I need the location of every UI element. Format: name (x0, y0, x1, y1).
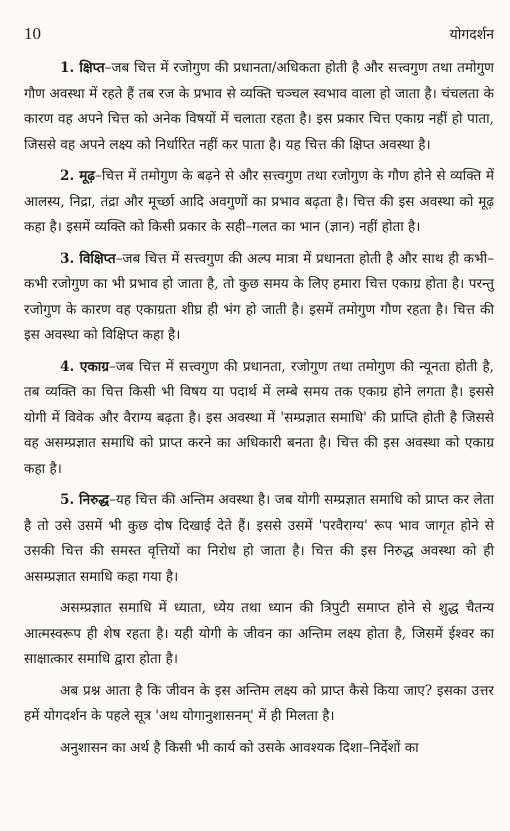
paragraph-ekagra (24, 355, 494, 483)
paragraph-text: अब प्रश्न आता है कि जीवन के इस अन्तिम लक्ष्य को प्राप्त कैसे किया जाए? इसका उत्तर हमें योगदर्शन के पहले सूत्र 'अथ योगानुशासनम्' में ही मिलता है। (24, 682, 494, 724)
term-heading: 2. मूढ़ (60, 168, 96, 184)
term-heading: 4. एकाग्र (60, 358, 109, 375)
paragraph-text: –जब चित्त में सत्त्वगुण की प्रधानता, रजोगुण तथा तमोगुण की न्यूनता होती है, तब व्यक्ति का चित्त किसी भी विषय या पदार्थ में लम्बे समय तक एकाग्र होने लगता है। इससे योगी में विवेक और वैराग्य बढ़ता है। इस अवस्था में 'सम्प्रज्ञात समाधि' की प्राप्ति होती है जिससे वह असम्प्रज्ञात समाधि को प्राप्त करने का अधिकारी बनता है। चित्त की इस अवस्था को एकाग्र कहा है। (24, 358, 494, 477)
page-header (24, 24, 494, 44)
paragraph-text: –यह चित्त की अन्तिम अवस्था है। जब योगी सम्प्रज्ञात समाधि को प्राप्त कर लेता है तो उसे उसमें भी कुछ दोष दिखाई देते हैं। इससे उसमें 'परवैराग्य' रूप भाव जागृत होने से उसकी चित्त की समस्त वृत्तियों का निरोध हो जाता है। चित्त की इस निरुद्ध अवस्था को ही असम्प्रज्ञात समाधि कहा गया है। (24, 492, 494, 585)
paragraph-text: असम्प्रज्ञात समाधि में ध्याता, ध्येय तथा ध्यान की त्रिपुटी समाप्त होने से शुद्ध चैतन्य आत्मस्वरूप ही शेष रहता है। यही योगी के जीवन का अन्तिम लक्ष्य होता है, जिसमें ईश्वर का साक्षात्कार समाधि द्वारा होता है। (24, 600, 494, 667)
term-heading: 1. क्षिप्त (60, 60, 105, 76)
paragraph-question (24, 679, 494, 730)
paragraph-asamprajnata (24, 596, 494, 673)
term-heading: 3. विक्षिप्त (60, 250, 116, 267)
running-title: योगदर्शन (449, 27, 494, 43)
paragraph-moodh (24, 164, 494, 241)
paragraph-niruddha (24, 488, 494, 590)
paragraph-text: अनुशासन का अर्थ है किसी भी कार्य को उसके आवश्यक दिशा–निर्देशों का (60, 739, 419, 756)
paragraph-text: –जब चित्त में सत्त्वगुण की अल्प मात्रा में प्रधानता होती है और साथ ही कभी–कभी रजोगुण का भी प्रभाव हो जाता है, तो कुछ समय के लिए हमारा चित्त एकाग्र होता है। परन्तु रजोगुण के कारण वह एकाग्रता शीघ्र ही भंग हो जाती है। इसमें तमोगुण गौण रहता है। चित्त की इस अवस्था को विक्षिप्त कहा है। (24, 250, 494, 343)
paragraph-text: –चित्त में तमोगुण के बढ़ने से और सत्त्वगुण तथा रजोगुण के गौण होने से व्यक्ति में आलस्य, निद्रा, तंद्रा और मूर्च्छा आदि अवगुणों का प्रभाव बढ़ता है। चित्त की इस अवस्था को मूढ़ कहा है। इसमें व्यक्ति को किसी प्रकार के सही–गलत का भान (ज्ञान) नहीं होता है। (24, 168, 494, 235)
paragraph-vikshipta (24, 247, 494, 349)
paragraph-text: –जब चित्त में रजोगुण की प्रधानता/अधिकता होती है और सत्त्वगुण तथा तमोगुण गौण अवस्था में रहते हैं तब रज के प्रभाव से व्यक्ति चञ्चल स्वभाव वाला हो जाता है। चंचलता के कारण वह अपने चित्त को अनेक विषयों में चलाता रहता है। इस प्रकार चित्त एकाग्र नहीं हो पाता, जिससे वह अपने लक्ष्य को निर्धारित नहीं कर पाता है। यह चित्त की क्षिप्त अवस्था है। (24, 60, 494, 153)
paragraph-kshipta (24, 56, 494, 158)
page-number: 10 (24, 24, 41, 43)
term-heading: 5. निरुद्ध (60, 492, 110, 508)
paragraph-anushasan (24, 736, 494, 762)
